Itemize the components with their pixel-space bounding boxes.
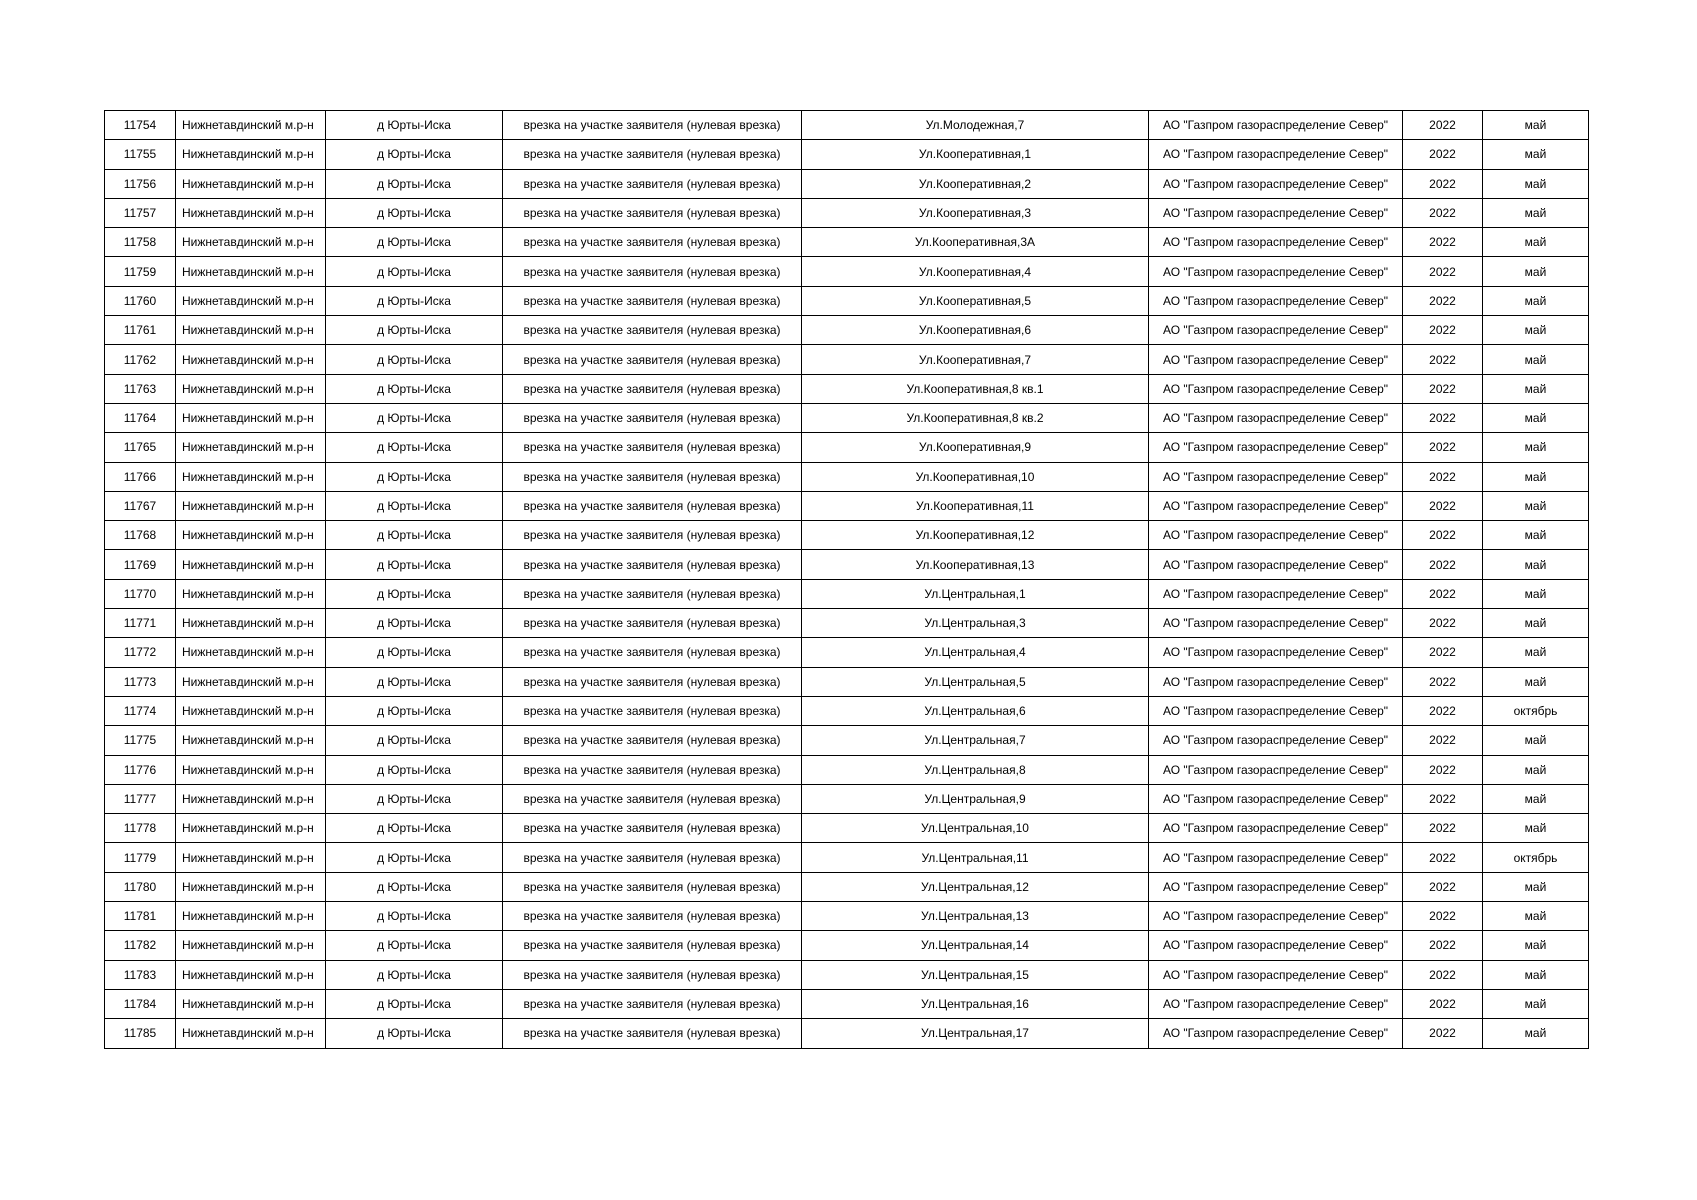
table-row [105, 316, 1589, 345]
table-row [105, 1019, 1589, 1048]
cell-id: 11760 [105, 286, 176, 315]
cell-year: 2022 [1403, 433, 1483, 462]
cell-village: д Юрты-Иска [326, 696, 503, 725]
cell-type: врезка на участке заявителя (нулевая врезка) [503, 286, 802, 315]
table-row [105, 843, 1589, 872]
cell-type: врезка на участке заявителя (нулевая врезка) [503, 638, 802, 667]
cell-month: май [1483, 726, 1589, 755]
cell-year: 2022 [1403, 960, 1483, 989]
cell-address: Ул.Центральная,15 [802, 960, 1149, 989]
table-row [105, 228, 1589, 257]
cell-month: май [1483, 1019, 1589, 1048]
table-row [105, 521, 1589, 550]
cell-year: 2022 [1403, 872, 1483, 901]
cell-village: д Юрты-Иска [326, 784, 503, 813]
cell-year: 2022 [1403, 286, 1483, 315]
cell-id: 11767 [105, 491, 176, 520]
cell-address: Ул.Кооперативная,9 [802, 433, 1149, 462]
cell-id: 11762 [105, 345, 176, 374]
cell-address: Ул.Кооперативная,11 [802, 491, 1149, 520]
cell-month: май [1483, 140, 1589, 169]
cell-month: май [1483, 579, 1589, 608]
cell-month: май [1483, 931, 1589, 960]
cell-district: Нижнетавдинский м.р-н [176, 257, 326, 286]
cell-district: Нижнетавдинский м.р-н [176, 550, 326, 579]
cell-district: Нижнетавдинский м.р-н [176, 755, 326, 784]
cell-type: врезка на участке заявителя (нулевая врезка) [503, 931, 802, 960]
cell-month: май [1483, 228, 1589, 257]
table-row [105, 550, 1589, 579]
cell-district: Нижнетавдинский м.р-н [176, 169, 326, 198]
cell-month: май [1483, 609, 1589, 638]
cell-district: Нижнетавдинский м.р-н [176, 462, 326, 491]
cell-village: д Юрты-Иска [326, 374, 503, 403]
cell-org: АО "Газпром газораспределение Север" [1149, 784, 1403, 813]
cell-village: д Юрты-Иска [326, 228, 503, 257]
cell-district: Нижнетавдинский м.р-н [176, 638, 326, 667]
cell-village: д Юрты-Иска [326, 169, 503, 198]
cell-type: врезка на участке заявителя (нулевая врезка) [503, 198, 802, 227]
cell-id: 11783 [105, 960, 176, 989]
table-row [105, 374, 1589, 403]
cell-village: д Юрты-Иска [326, 198, 503, 227]
cell-type: врезка на участке заявителя (нулевая врезка) [503, 609, 802, 638]
cell-month: май [1483, 491, 1589, 520]
cell-district: Нижнетавдинский м.р-н [176, 433, 326, 462]
cell-year: 2022 [1403, 228, 1483, 257]
cell-month: май [1483, 872, 1589, 901]
cell-address: Ул.Центральная,3 [802, 609, 1149, 638]
cell-type: врезка на участке заявителя (нулевая врезка) [503, 521, 802, 550]
cell-month: май [1483, 403, 1589, 432]
cell-month: май [1483, 316, 1589, 345]
cell-address: Ул.Кооперативная,10 [802, 462, 1149, 491]
cell-id: 11778 [105, 814, 176, 843]
table-row [105, 931, 1589, 960]
table-row [105, 609, 1589, 638]
cell-district: Нижнетавдинский м.р-н [176, 609, 326, 638]
cell-id: 11756 [105, 169, 176, 198]
cell-village: д Юрты-Иска [326, 814, 503, 843]
cell-org: АО "Газпром газораспределение Север" [1149, 257, 1403, 286]
table-row [105, 579, 1589, 608]
cell-org: АО "Газпром газораспределение Север" [1149, 931, 1403, 960]
cell-village: д Юрты-Иска [326, 403, 503, 432]
cell-address: Ул.Кооперативная,6 [802, 316, 1149, 345]
cell-id: 11769 [105, 550, 176, 579]
cell-id: 11774 [105, 696, 176, 725]
cell-id: 11780 [105, 872, 176, 901]
cell-type: врезка на участке заявителя (нулевая врезка) [503, 433, 802, 462]
cell-type: врезка на участке заявителя (нулевая врезка) [503, 960, 802, 989]
cell-org: АО "Газпром газораспределение Север" [1149, 169, 1403, 198]
table-row [105, 696, 1589, 725]
cell-address: Ул.Кооперативная,12 [802, 521, 1149, 550]
cell-address: Ул.Центральная,5 [802, 667, 1149, 696]
cell-district: Нижнетавдинский м.р-н [176, 491, 326, 520]
cell-id: 11757 [105, 198, 176, 227]
cell-address: Ул.Центральная,4 [802, 638, 1149, 667]
table-row [105, 257, 1589, 286]
cell-id: 11784 [105, 989, 176, 1018]
cell-id: 11776 [105, 755, 176, 784]
cell-org: АО "Газпром газораспределение Север" [1149, 491, 1403, 520]
cell-type: врезка на участке заявителя (нулевая врезка) [503, 755, 802, 784]
cell-address: Ул.Центральная,7 [802, 726, 1149, 755]
cell-district: Нижнетавдинский м.р-н [176, 345, 326, 374]
cell-address: Ул.Кооперативная,4 [802, 257, 1149, 286]
cell-month: май [1483, 433, 1589, 462]
cell-year: 2022 [1403, 814, 1483, 843]
cell-org: АО "Газпром газораспределение Север" [1149, 755, 1403, 784]
cell-type: врезка на участке заявителя (нулевая врезка) [503, 579, 802, 608]
cell-org: АО "Газпром газораспределение Север" [1149, 550, 1403, 579]
cell-month: май [1483, 521, 1589, 550]
table-row [105, 462, 1589, 491]
cell-village: д Юрты-Иска [326, 843, 503, 872]
table-row [105, 140, 1589, 169]
cell-year: 2022 [1403, 403, 1483, 432]
cell-district: Нижнетавдинский м.р-н [176, 814, 326, 843]
cell-type: врезка на участке заявителя (нулевая врезка) [503, 228, 802, 257]
cell-district: Нижнетавдинский м.р-н [176, 403, 326, 432]
cell-district: Нижнетавдинский м.р-н [176, 726, 326, 755]
cell-id: 11768 [105, 521, 176, 550]
cell-type: врезка на участке заявителя (нулевая врезка) [503, 843, 802, 872]
cell-type: врезка на участке заявителя (нулевая врезка) [503, 316, 802, 345]
cell-type: врезка на участке заявителя (нулевая врезка) [503, 491, 802, 520]
cell-address: Ул.Кооперативная,5 [802, 286, 1149, 315]
cell-month: май [1483, 198, 1589, 227]
cell-month: май [1483, 989, 1589, 1018]
cell-village: д Юрты-Иска [326, 345, 503, 374]
cell-year: 2022 [1403, 726, 1483, 755]
cell-district: Нижнетавдинский м.р-н [176, 228, 326, 257]
cell-month: май [1483, 286, 1589, 315]
cell-type: врезка на участке заявителя (нулевая врезка) [503, 667, 802, 696]
cell-year: 2022 [1403, 462, 1483, 491]
cell-month: октябрь [1483, 843, 1589, 872]
cell-id: 11754 [105, 111, 176, 140]
cell-village: д Юрты-Иска [326, 726, 503, 755]
cell-year: 2022 [1403, 784, 1483, 813]
cell-org: АО "Газпром газораспределение Север" [1149, 726, 1403, 755]
cell-year: 2022 [1403, 374, 1483, 403]
cell-year: 2022 [1403, 316, 1483, 345]
cell-address: Ул.Центральная,11 [802, 843, 1149, 872]
cell-district: Нижнетавдинский м.р-н [176, 374, 326, 403]
cell-id: 11775 [105, 726, 176, 755]
cell-month: октябрь [1483, 696, 1589, 725]
table-row [105, 814, 1589, 843]
table-row [105, 491, 1589, 520]
cell-org: АО "Газпром газораспределение Север" [1149, 1019, 1403, 1048]
cell-id: 11772 [105, 638, 176, 667]
cell-year: 2022 [1403, 696, 1483, 725]
cell-address: Ул.Кооперативная,1 [802, 140, 1149, 169]
cell-id: 11785 [105, 1019, 176, 1048]
cell-type: врезка на участке заявителя (нулевая врезка) [503, 814, 802, 843]
cell-month: май [1483, 345, 1589, 374]
cell-district: Нижнетавдинский м.р-н [176, 872, 326, 901]
cell-org: АО "Газпром газораспределение Север" [1149, 638, 1403, 667]
cell-org: АО "Газпром газораспределение Север" [1149, 228, 1403, 257]
cell-month: май [1483, 462, 1589, 491]
cell-district: Нижнетавдинский м.р-н [176, 784, 326, 813]
cell-org: АО "Газпром газораспределение Север" [1149, 140, 1403, 169]
cell-year: 2022 [1403, 140, 1483, 169]
cell-id: 11755 [105, 140, 176, 169]
cell-village: д Юрты-Иска [326, 257, 503, 286]
cell-village: д Юрты-Иска [326, 667, 503, 696]
cell-village: д Юрты-Иска [326, 902, 503, 931]
cell-district: Нижнетавдинский м.р-н [176, 286, 326, 315]
cell-month: май [1483, 169, 1589, 198]
cell-id: 11765 [105, 433, 176, 462]
cell-id: 11777 [105, 784, 176, 813]
cell-year: 2022 [1403, 491, 1483, 520]
cell-year: 2022 [1403, 755, 1483, 784]
cell-address: Ул.Центральная,1 [802, 579, 1149, 608]
cell-year: 2022 [1403, 579, 1483, 608]
cell-address: Ул.Центральная,12 [802, 872, 1149, 901]
cell-org: АО "Газпром газораспределение Север" [1149, 345, 1403, 374]
cell-district: Нижнетавдинский м.р-н [176, 579, 326, 608]
cell-district: Нижнетавдинский м.р-н [176, 1019, 326, 1048]
table-row [105, 726, 1589, 755]
cell-org: АО "Газпром газораспределение Север" [1149, 989, 1403, 1018]
cell-year: 2022 [1403, 667, 1483, 696]
table-row [105, 872, 1589, 901]
cell-type: врезка на участке заявителя (нулевая врезка) [503, 140, 802, 169]
table-row [105, 902, 1589, 931]
cell-year: 2022 [1403, 111, 1483, 140]
cell-type: врезка на участке заявителя (нулевая врезка) [503, 345, 802, 374]
cell-address: Ул.Кооперативная,8 кв.2 [802, 403, 1149, 432]
cell-village: д Юрты-Иска [326, 872, 503, 901]
cell-org: АО "Газпром газораспределение Север" [1149, 433, 1403, 462]
table-row [105, 784, 1589, 813]
cell-village: д Юрты-Иска [326, 286, 503, 315]
table-row [105, 111, 1589, 140]
cell-org: АО "Газпром газораспределение Север" [1149, 403, 1403, 432]
cell-year: 2022 [1403, 521, 1483, 550]
cell-type: врезка на участке заявителя (нулевая врезка) [503, 111, 802, 140]
cell-org: АО "Газпром газораспределение Север" [1149, 902, 1403, 931]
cell-address: Ул.Центральная,8 [802, 755, 1149, 784]
cell-address: Ул.Центральная,13 [802, 902, 1149, 931]
cell-type: врезка на участке заявителя (нулевая врезка) [503, 784, 802, 813]
cell-org: АО "Газпром газораспределение Север" [1149, 374, 1403, 403]
cell-village: д Юрты-Иска [326, 755, 503, 784]
cell-district: Нижнетавдинский м.р-н [176, 316, 326, 345]
cell-village: д Юрты-Иска [326, 316, 503, 345]
cell-village: д Юрты-Иска [326, 140, 503, 169]
cell-village: д Юрты-Иска [326, 521, 503, 550]
cell-org: АО "Газпром газораспределение Север" [1149, 609, 1403, 638]
cell-id: 11782 [105, 931, 176, 960]
cell-month: май [1483, 784, 1589, 813]
table-row [105, 169, 1589, 198]
table-row [105, 755, 1589, 784]
cell-address: Ул.Центральная,10 [802, 814, 1149, 843]
cell-type: врезка на участке заявителя (нулевая врезка) [503, 902, 802, 931]
cell-id: 11758 [105, 228, 176, 257]
cell-address: Ул.Центральная,9 [802, 784, 1149, 813]
cell-district: Нижнетавдинский м.р-н [176, 989, 326, 1018]
cell-org: АО "Газпром газораспределение Север" [1149, 667, 1403, 696]
cell-org: АО "Газпром газораспределение Север" [1149, 286, 1403, 315]
table-row [105, 198, 1589, 227]
cell-type: врезка на участке заявителя (нулевая врезка) [503, 462, 802, 491]
cell-id: 11770 [105, 579, 176, 608]
cell-address: Ул.Центральная,14 [802, 931, 1149, 960]
cell-type: врезка на участке заявителя (нулевая врезка) [503, 696, 802, 725]
cell-village: д Юрты-Иска [326, 609, 503, 638]
cell-year: 2022 [1403, 257, 1483, 286]
cell-month: май [1483, 374, 1589, 403]
cell-address: Ул.Центральная,6 [802, 696, 1149, 725]
cell-district: Нижнетавдинский м.р-н [176, 198, 326, 227]
cell-month: май [1483, 755, 1589, 784]
cell-district: Нижнетавдинский м.р-н [176, 667, 326, 696]
cell-address: Ул.Молодежная,7 [802, 111, 1149, 140]
cell-district: Нижнетавдинский м.р-н [176, 696, 326, 725]
cell-address: Ул.Кооперативная,13 [802, 550, 1149, 579]
table-row [105, 989, 1589, 1018]
cell-year: 2022 [1403, 198, 1483, 227]
cell-month: май [1483, 111, 1589, 140]
cell-org: АО "Газпром газораспределение Север" [1149, 198, 1403, 227]
cell-type: врезка на участке заявителя (нулевая врезка) [503, 257, 802, 286]
cell-district: Нижнетавдинский м.р-н [176, 902, 326, 931]
table-row [105, 286, 1589, 315]
cell-year: 2022 [1403, 550, 1483, 579]
cell-year: 2022 [1403, 902, 1483, 931]
cell-month: май [1483, 814, 1589, 843]
cell-village: д Юрты-Иска [326, 462, 503, 491]
cell-id: 11781 [105, 902, 176, 931]
cell-year: 2022 [1403, 989, 1483, 1018]
cell-month: май [1483, 902, 1589, 931]
cell-org: АО "Газпром газораспределение Север" [1149, 111, 1403, 140]
cell-id: 11763 [105, 374, 176, 403]
cell-month: май [1483, 960, 1589, 989]
cell-village: д Юрты-Иска [326, 491, 503, 520]
cell-type: врезка на участке заявителя (нулевая врезка) [503, 374, 802, 403]
cell-month: май [1483, 257, 1589, 286]
cell-year: 2022 [1403, 1019, 1483, 1048]
table-row [105, 345, 1589, 374]
cell-address: Ул.Кооперативная,7 [802, 345, 1149, 374]
cell-district: Нижнетавдинский м.р-н [176, 521, 326, 550]
cell-village: д Юрты-Иска [326, 931, 503, 960]
cell-village: д Юрты-Иска [326, 433, 503, 462]
cell-org: АО "Газпром газораспределение Север" [1149, 814, 1403, 843]
cell-id: 11779 [105, 843, 176, 872]
cell-org: АО "Газпром газораспределение Север" [1149, 462, 1403, 491]
cell-org: АО "Газпром газораспределение Север" [1149, 696, 1403, 725]
cell-district: Нижнетавдинский м.р-н [176, 960, 326, 989]
cell-address: Ул.Кооперативная,2 [802, 169, 1149, 198]
cell-address: Ул.Кооперативная,3 [802, 198, 1149, 227]
cell-address: Ул.Центральная,17 [802, 1019, 1149, 1048]
cell-month: май [1483, 550, 1589, 579]
cell-id: 11773 [105, 667, 176, 696]
data-table [104, 110, 1589, 1049]
cell-village: д Юрты-Иска [326, 579, 503, 608]
cell-year: 2022 [1403, 931, 1483, 960]
cell-org: АО "Газпром газораспределение Север" [1149, 316, 1403, 345]
cell-village: д Юрты-Иска [326, 111, 503, 140]
cell-village: д Юрты-Иска [326, 1019, 503, 1048]
cell-org: АО "Газпром газораспределение Север" [1149, 521, 1403, 550]
cell-year: 2022 [1403, 169, 1483, 198]
cell-id: 11761 [105, 316, 176, 345]
cell-type: врезка на участке заявителя (нулевая врезка) [503, 989, 802, 1018]
cell-id: 11766 [105, 462, 176, 491]
cell-year: 2022 [1403, 843, 1483, 872]
cell-id: 11759 [105, 257, 176, 286]
cell-type: врезка на участке заявителя (нулевая врезка) [503, 872, 802, 901]
table-row [105, 638, 1589, 667]
cell-org: АО "Газпром газораспределение Север" [1149, 579, 1403, 608]
cell-org: АО "Газпром газораспределение Север" [1149, 843, 1403, 872]
table-body [105, 111, 1589, 1049]
cell-type: врезка на участке заявителя (нулевая врезка) [503, 1019, 802, 1048]
cell-village: д Юрты-Иска [326, 989, 503, 1018]
table-row [105, 960, 1589, 989]
cell-year: 2022 [1403, 638, 1483, 667]
cell-org: АО "Газпром газораспределение Север" [1149, 960, 1403, 989]
cell-village: д Юрты-Иска [326, 550, 503, 579]
cell-year: 2022 [1403, 345, 1483, 374]
cell-month: май [1483, 667, 1589, 696]
cell-type: врезка на участке заявителя (нулевая врезка) [503, 169, 802, 198]
cell-village: д Юрты-Иска [326, 638, 503, 667]
cell-village: д Юрты-Иска [326, 960, 503, 989]
cell-address: Ул.Кооперативная,3А [802, 228, 1149, 257]
cell-district: Нижнетавдинский м.р-н [176, 931, 326, 960]
cell-org: АО "Газпром газораспределение Север" [1149, 872, 1403, 901]
cell-month: май [1483, 638, 1589, 667]
table-row [105, 433, 1589, 462]
cell-id: 11764 [105, 403, 176, 432]
table-row [105, 403, 1589, 432]
cell-year: 2022 [1403, 609, 1483, 638]
cell-type: врезка на участке заявителя (нулевая врезка) [503, 550, 802, 579]
cell-id: 11771 [105, 609, 176, 638]
cell-type: врезка на участке заявителя (нулевая врезка) [503, 726, 802, 755]
cell-district: Нижнетавдинский м.р-н [176, 843, 326, 872]
cell-district: Нижнетавдинский м.р-н [176, 111, 326, 140]
cell-district: Нижнетавдинский м.р-н [176, 140, 326, 169]
cell-address: Ул.Центральная,16 [802, 989, 1149, 1018]
table-row [105, 667, 1589, 696]
cell-address: Ул.Кооперативная,8 кв.1 [802, 374, 1149, 403]
cell-type: врезка на участке заявителя (нулевая врезка) [503, 403, 802, 432]
